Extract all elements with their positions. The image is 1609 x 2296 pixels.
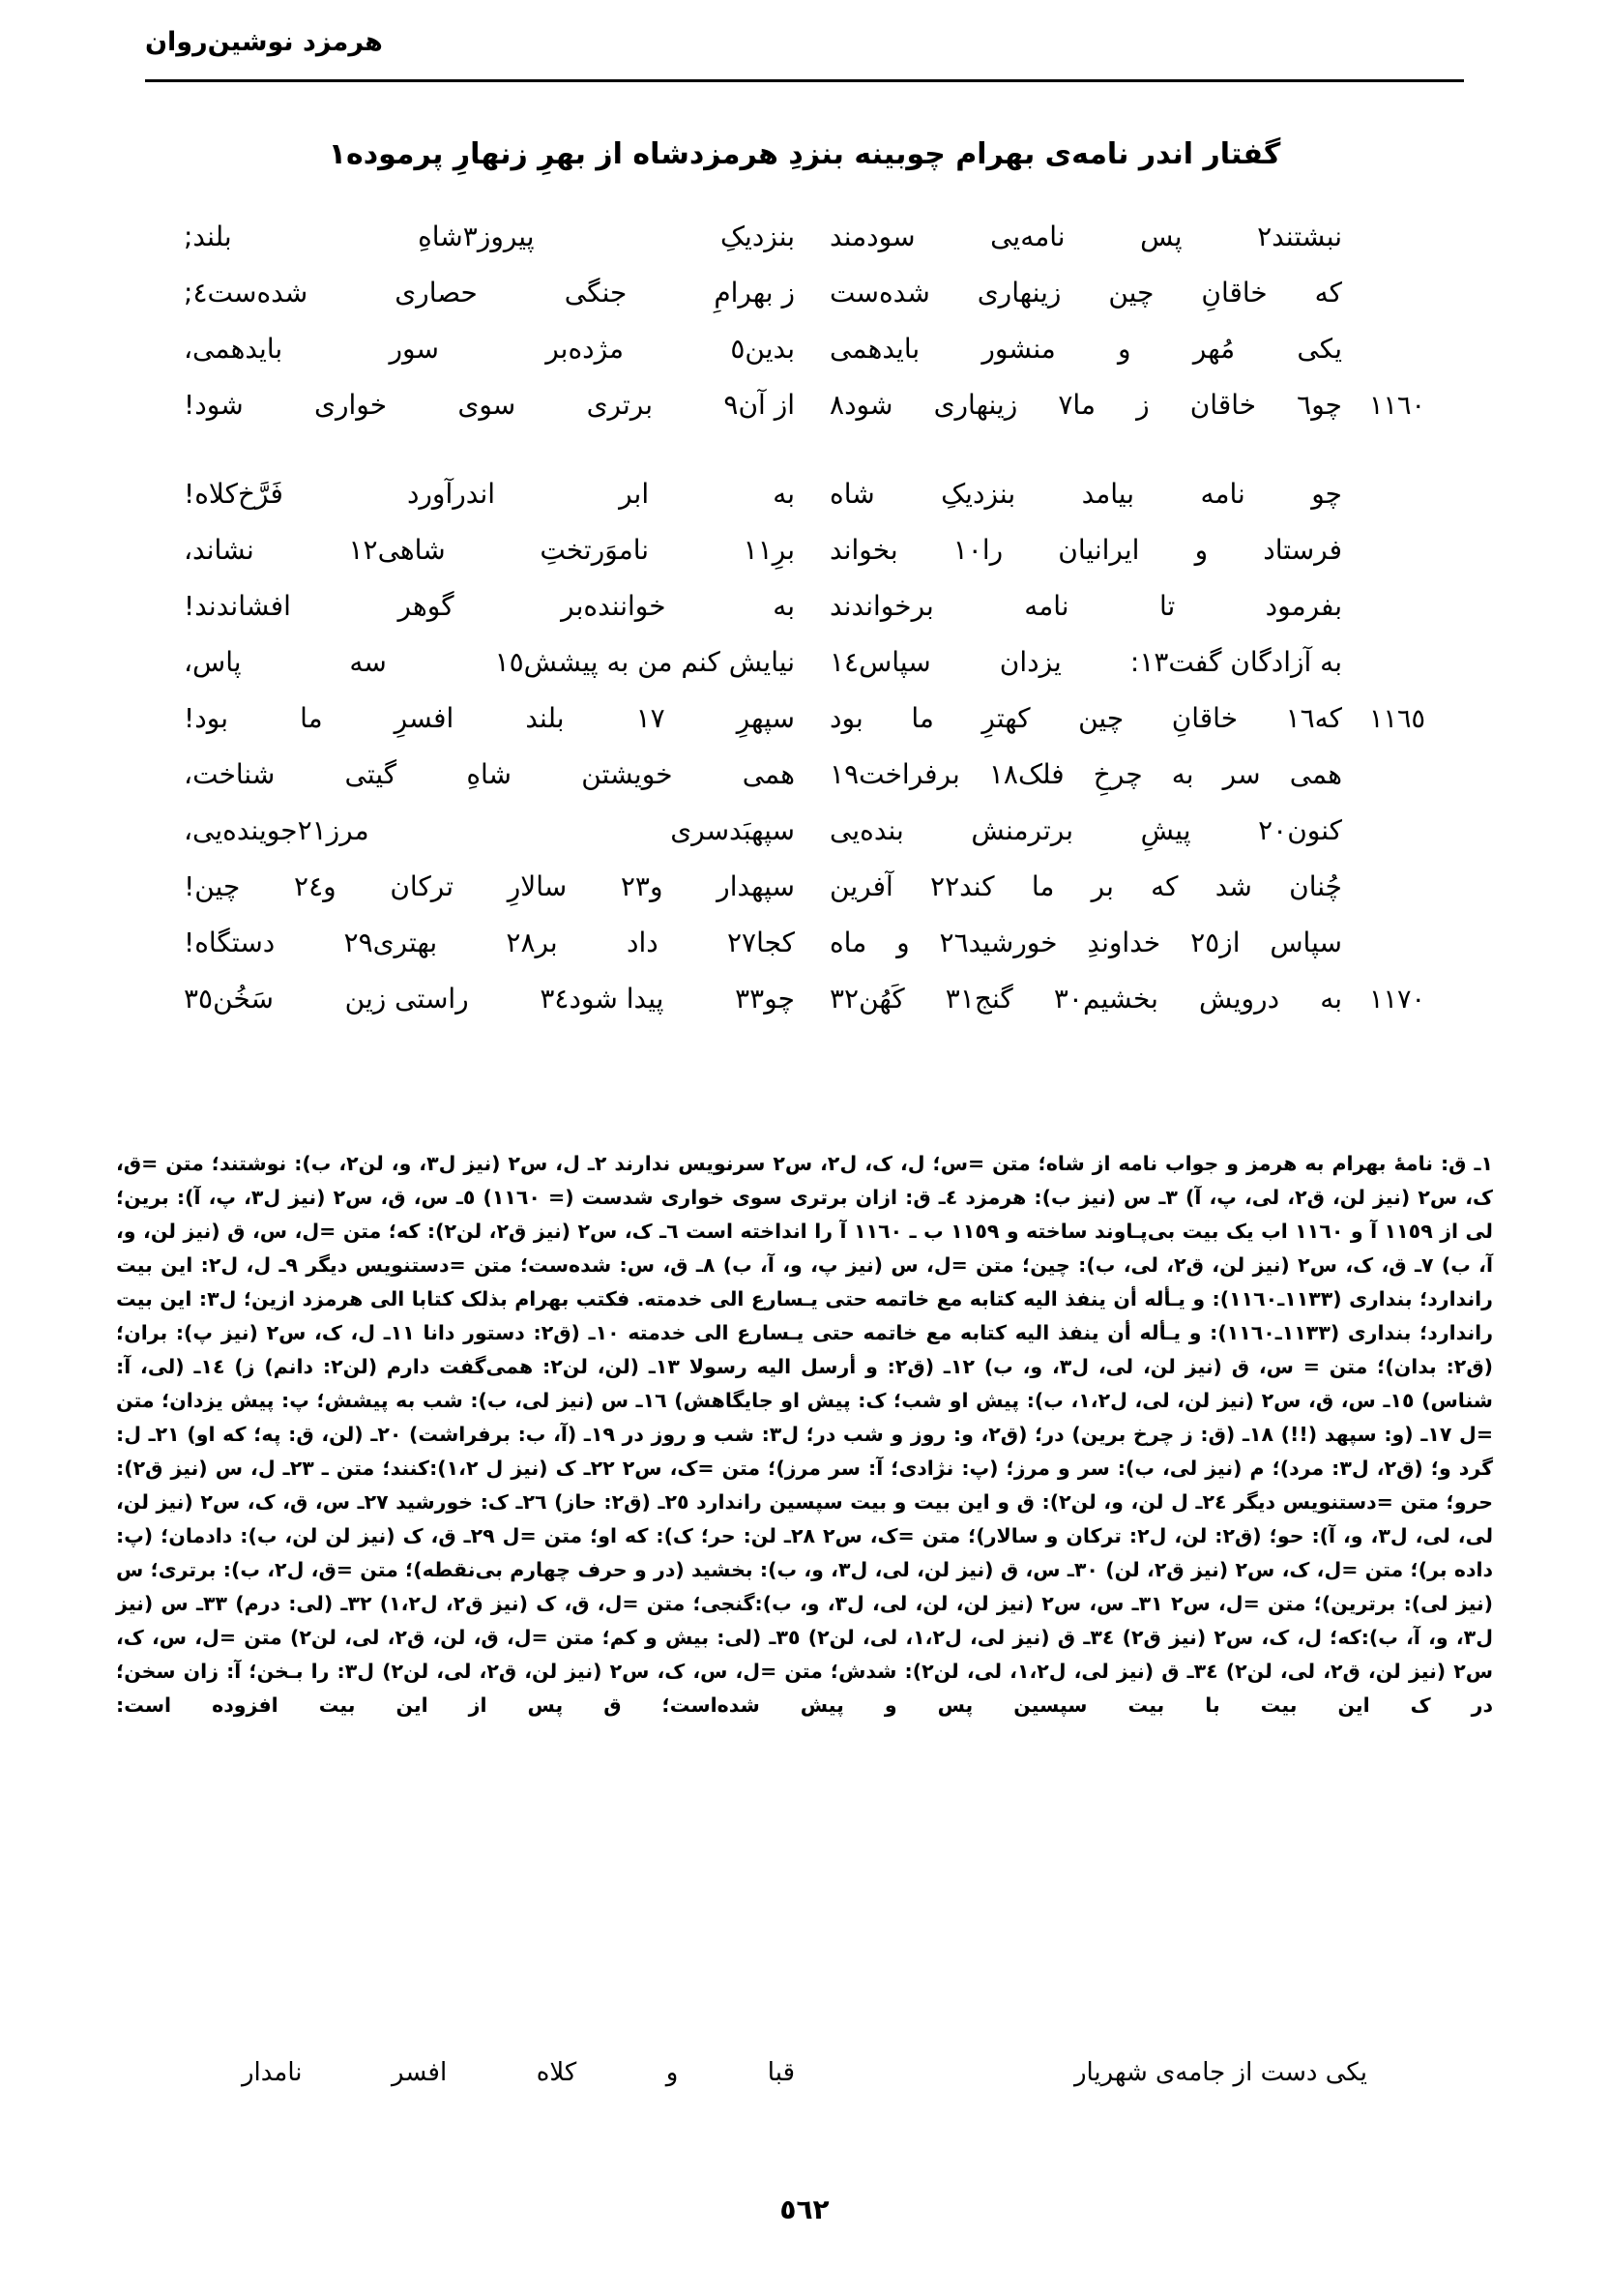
verse-word: خورشید٢٦ (939, 927, 1058, 958)
verse-line (184, 534, 1425, 590)
hemistich-right-words (830, 646, 1342, 678)
verse-word: ناموَرتختِ (540, 534, 650, 566)
verse-word: افسر (392, 2058, 448, 2087)
verse-word: بخواند (830, 534, 898, 566)
verse-word: شاهی١٢ (348, 534, 446, 566)
hemistich-left (184, 927, 804, 958)
verse-word: برفراخت١٩ (830, 758, 960, 790)
verse-line (184, 333, 1425, 389)
verse-word: سَخُن٣٥ (184, 983, 274, 1015)
verse-word: مُهر (1192, 333, 1236, 365)
verse-word: راستی زین (344, 983, 469, 1015)
verse-word: گنج٣١ (945, 983, 1013, 1015)
hemistich-left-words (184, 389, 795, 421)
verse-word: شد (1214, 870, 1252, 902)
verse-word: به (773, 590, 795, 622)
verse-word: زینهاری (933, 389, 1018, 421)
verse-word: پاس، (184, 646, 242, 678)
verse-word: خاقانِ (1171, 702, 1239, 734)
verse-word: افسرِ (394, 702, 454, 734)
verse-word: که (1151, 870, 1179, 902)
hemistich-left-words (184, 590, 795, 622)
verse-line (184, 389, 1425, 445)
verse-word: برتری (586, 389, 654, 421)
verse-word: چو٣٣ (735, 983, 795, 1015)
hemistich-right (804, 983, 1425, 1015)
verse-line (184, 590, 1425, 646)
verse-word: سپهبَدسری (670, 814, 795, 846)
hemistich-right (804, 870, 1425, 902)
verse-word: سه (349, 646, 387, 678)
verse-word: کلاه (536, 2058, 577, 2087)
verse-word: فَرَّخ‌کلاه! (184, 478, 283, 510)
verse-word: گیتی (344, 758, 397, 790)
verse-line (184, 814, 1425, 870)
verse-word: شده‌ست (830, 277, 930, 309)
hemistich-right (804, 277, 1425, 309)
appended-couplet (242, 2058, 1367, 2087)
verse-word: که (1314, 277, 1342, 309)
verse-word: سور (389, 333, 439, 365)
hemistich-left-words (184, 983, 795, 1015)
verse-word: نامه (1200, 478, 1245, 510)
verse-line (184, 221, 1425, 277)
verse-word: ابر (619, 478, 650, 510)
verse-line-number: ١١٧٠ (1368, 985, 1425, 1015)
verse-word: ما (1031, 870, 1055, 902)
verse-word: بایدهمی (830, 333, 921, 365)
hemistich-right (804, 478, 1425, 510)
verse-word: منشور (981, 333, 1056, 365)
verse-word: نشاند، (184, 534, 254, 566)
verse-word: بود (830, 702, 863, 734)
verse-word: فرستاد (1263, 534, 1342, 566)
hemistich-right (804, 758, 1425, 790)
hemistich-right-words (830, 758, 1342, 790)
hemistich-right (804, 590, 1425, 622)
verse-word: خویشتن (581, 758, 673, 790)
hemistich-left (184, 646, 804, 678)
hemistich-left (184, 333, 804, 365)
verse-word: بود! (184, 702, 228, 734)
verse-word: چین (1078, 702, 1125, 734)
footnotes-block (116, 1147, 1493, 1722)
verse-word: بنزدیکِ (941, 478, 1016, 510)
verse-word: یکی (1297, 333, 1342, 365)
verse-word: بلند (525, 702, 565, 734)
verse-word: ما٧ (1058, 389, 1096, 421)
verse-word: ترکان (390, 870, 454, 902)
hemistich-left-words (184, 478, 795, 510)
verse-word: به (773, 478, 795, 510)
hemistich-right (804, 389, 1425, 421)
verse-word: بنزدیکِ (719, 221, 795, 252)
verse-word: کند٢٢ (930, 870, 995, 902)
verse-word: جنگی (564, 277, 628, 309)
verse-line (184, 927, 1425, 983)
hemistich-left-words (184, 646, 795, 678)
hemistich-right-words (830, 221, 1342, 252)
verse-word: کَهُن٣٢ (830, 983, 905, 1015)
footnotes-text: ١ـ ق: نامهٔ بهرام به هرمز و جواب نامه از شاه؛ متن =س؛ ل، ک، ل٢، س٢ سرنویس ندارند ٢ـ ل، س٢ (نیز ل٣، و، لن٢، ب): نوشتند؛ متن =ق، ک، س٢ (نیز لن، ق٢، لی، پ، آ) ٣ـ س (نیز ب): هرمزد ٤ـ ق: ازان برتری سوی خواری شدست (= ١١٦٠) ٥ـ س، ق، س٢ (نیز ل٣، پ، آ): برین؛ لی از ١١٥٩ آ و ١١٦٠ اب یک بیت بی‌پـاوند ساخته و ١١٥٩ ب ـ ١١٦٠ آ را انداخته است ٦ـ ک، س٢ (نیز ق٢، لن٢): که؛ متن =ل، س، ق (نیز لن، و، آ، ب) ٧ـ ق، ک، س٢ (نیز لن، ق٢، لی، ب): چین؛ متن =ل، س (نیز پ، و، آ، ب) ٨ـ ق، س: شده‌ست؛ متن =دستنویس دیگر ٩ـ ل، ل٢: این بیت راندارد؛ بنداری (١١٣٣ـ١١٦٠): و یـأله أن ینفذ الیه کتابه مع خاتمه حتی یـسارع الی خدمته. فکتب بهرام بذلک کتابا الی هرمزد ازین؛ ل٣: این بیت راندارد؛ بنداری (١١٣٣ـ١١٦٠): و یـأله أن ینفذ الیه کتابه مع خاتمه حتی یـسارع الی خدمته ١٠ـ (ق٢: دستور دانا ١١ـ ل، ک، س٢ (نیز پ): بران؛ (ق٢: بدان)؛ متن = س، ق (نیز لن، لی، ل٣، و، ب) ١٢ـ (ق٢: و أرسل الیه رسولا ١٣ـ (لن، لن٢: همی‌گفت دارم (لن٢: دانم) ز) ١٤ـ (لی، آ: شناس) ١٥ـ س، ق، س٢ (نیز لن، لی، ل١،٢، ب): پیش او شب؛ ک: پیش او جایگاهش) ١٦ـ س (نیز لی، ب): شب به پیشش؛ پ: پیش یزدان؛ متن =ل ١٧ـ (و: سپهد (!!) ١٨ـ (ق: ز چرخ برین) در؛ (ق٢، و: روز و شب در؛ ل٣: شب و روز در ١٩ـ (آ، ب: برفراشت) ٢٠ـ (لن، ق: په؛ که او) ٢١ـ ل: گرد و؛ (ق٢، ل٣: مرد)؛ م (نیز لی، ب): سر و مرز؛ (پ: نژادی؛ آ: سر مرز)؛ متن =ک، س٢ ٢٢ـ ک (نیز ل ١،٢):کنند؛ متن ـ ٢٣ـ ل، س (نیز ق٢): حرو؛ متن =دستنویس دیگر ٢٤ـ ل لن، و، لن٢): ق و این بیت و بیت سپسین راندارد ٢٥ـ (ق٢: حاز) ٢٦ـ ک: خورشید ٢٧ـ س، ق، ک، س٢ (نیز لن، لی، لی، ل٣، و، آ): حو؛ (ق٢: لن، ل٢: ترکان و سالار)؛ متن =ک، س٢ ٢٨ـ لن: حر؛ ک): که او؛ متن =ل ٢٩ـ ق، ک (نیز لن لن، ب): دادمان؛ (پ: داده بر)؛ متن =ل، ک، س٢ (نیز ق٢، لن) ٣٠ـ س، ق (نیز لن، لی، ل٣، و، ب): بخشید (در و حرف چهارم بی‌نقطه)؛ متن =ق، ل٢، ب): برتری؛ س (نیز لی): برترین)؛ متن =ل، س٢ ٣١ـ س، س٢ (نیز لن، لن، لی، ل٣، و، ب):گنجی؛ متن =ل، ق، ک (نیز ق٢، ل١،٢) ٣٢ـ (لی: درم) ٣٣ـ س (نیز ل٣، و، آ، ب):که؛ ل، ک، س٢ (نیز ق٢) ٣٤ـ ق (نیز لی، ل١،٢، لی، لن٢) ٣٥ـ (لی: بیش و کم؛ متن =ل، ق، لن، ق٢، لی، لن٢) متن =ل، س، ک، س٢ (نیز لن، ق٢، لی، لن٢) ٣٤ـ ق (نیز لی، ل١،٢، لی، لن٢): شدش؛ متن =ل، س، ک، س٢ (نیز لن، ق٢، لی، لن٢) ل٣: را بـخن؛ آ: زان سخن؛ در ک این بیت با بیت سپسین پس و پیش شده‌است؛ ق پس از این بیت افزوده است: (116, 1152, 1494, 1717)
verse-word: بلند; (184, 221, 232, 252)
verse-word: گوهر (397, 590, 454, 622)
verse-word: پیدا شود٣٤ (540, 983, 664, 1015)
hemistich-right (804, 814, 1425, 846)
verse-word: ماه (830, 927, 867, 958)
verse-area (184, 221, 1425, 1072)
verse-word: و (1194, 534, 1209, 566)
hemistich-left (184, 870, 804, 902)
verse-line (184, 478, 1425, 534)
verse-word: به آزادگان گفت١٣: (1129, 646, 1342, 678)
verse-line (184, 702, 1425, 758)
verse-line (184, 758, 1425, 814)
verse-word: داد (627, 927, 658, 958)
verse-word: برخواندند (830, 590, 934, 622)
verse-word: بهتری٢٩ (343, 927, 438, 958)
hemistich-left-words (184, 927, 795, 958)
hemistich-right-words (830, 534, 1342, 566)
hemistich-left (184, 590, 804, 622)
verse-word: تا (1158, 590, 1176, 622)
running-head-text: هرمزد نوشین‌روان (145, 27, 383, 57)
verse-word: زینهاری (977, 277, 1062, 309)
hemistich-left (184, 534, 804, 566)
appended-right-text: یکی دست از جامه‌ی شهریار (1073, 2058, 1367, 2087)
hemistich-right-words (830, 590, 1342, 622)
verse-word: خواننده‌بر (561, 590, 666, 622)
verse-word: همی (1289, 758, 1342, 790)
hemistich-right-words (830, 389, 1342, 421)
verse-word: شاه (830, 478, 875, 510)
hemistich-right-words (830, 927, 1342, 958)
hemistich-right (804, 927, 1425, 958)
verse-word: بیامد (1081, 478, 1135, 510)
verse-word: سپهرِ (736, 702, 795, 734)
verse-word: ما (300, 702, 323, 734)
verse-word: ز بهرامِ (714, 277, 795, 309)
verse-word: سالارِ (507, 870, 568, 902)
verse-word: برترمنش (971, 814, 1073, 846)
running-head (145, 27, 1464, 57)
hemistich-right-words (830, 277, 1342, 309)
verse-word: بایدهمی، (184, 333, 283, 365)
verse-word: و٢٣ (620, 870, 663, 902)
verse-word: پس (1140, 221, 1183, 252)
verse-word: شود! (184, 389, 244, 421)
verse-word: که١٦ (1285, 702, 1342, 734)
hemistich-left-words (184, 277, 795, 309)
hemistich-left (184, 277, 804, 309)
verse-word: از آن٩ (723, 389, 795, 421)
hemistich-left-words (184, 758, 795, 790)
stanza (184, 221, 1425, 445)
appended-hemistich-right (804, 2058, 1367, 2087)
verse-word: سپهدار (717, 870, 795, 902)
stanza (184, 478, 1425, 1039)
verse-word: کهترِ (981, 702, 1031, 734)
hemistich-right (804, 646, 1425, 678)
verse-word: و٢٤ (294, 870, 336, 902)
verse-word: و (1118, 333, 1131, 365)
verse-word: فلک١٨ (988, 758, 1065, 790)
verse-word: نامدار (242, 2058, 303, 2087)
hemistich-left-words (184, 702, 795, 734)
hemistich-right (804, 333, 1425, 365)
verse-word: چرخِ (1093, 758, 1143, 790)
verse-word: چو٦ (1297, 389, 1342, 421)
verse-word: ١٧ (635, 702, 665, 734)
verse-word: و (896, 927, 910, 958)
verse-word: نامه‌یی (990, 221, 1066, 252)
verse-line (184, 983, 1425, 1039)
hemistich-right-words (830, 702, 1342, 734)
verse-word: بفرمود (1265, 590, 1342, 622)
verse-word: را١٠ (952, 534, 1004, 566)
verse-line (184, 870, 1425, 927)
hemistich-left (184, 702, 804, 734)
hemistich-left-words (184, 333, 795, 365)
hemistich-left-words (184, 534, 795, 566)
verse-word: حصاری (395, 277, 478, 309)
verse-word: خاقانِ (1201, 277, 1268, 309)
hemistich-left-words (184, 221, 795, 252)
verse-word: مژده‌بر (545, 333, 625, 365)
folio-number: ٥٦٢ (779, 2193, 830, 2225)
hemistich-right-words (830, 814, 1342, 846)
verse-line (184, 646, 1425, 702)
verse-word: نبشتند٢ (1257, 221, 1342, 252)
verse-word: از٢٥ (1190, 927, 1241, 958)
hemistich-left (184, 221, 804, 252)
verse-word: آفرین (830, 870, 893, 902)
verse-word: بر (1091, 870, 1114, 902)
verse-word: بدین٥ (730, 333, 795, 365)
verse-word: سپاس (1270, 927, 1342, 958)
verse-word: بر٢٨ (506, 927, 558, 958)
verse-word: به (1320, 983, 1342, 1015)
verse-word: خواری (314, 389, 388, 421)
verse-word: پیشِ (1140, 814, 1191, 846)
verse-word: مرز٢١جوینده‌یی، (184, 814, 369, 846)
hemistich-left (184, 389, 804, 421)
verse-word: سپاس١٤ (830, 646, 931, 678)
hemistich-right-words (830, 983, 1342, 1015)
verse-word: درویش (1199, 983, 1280, 1015)
verse-word: ما (911, 702, 934, 734)
verse-word: چین (1108, 277, 1155, 309)
hemistich-right (804, 702, 1425, 734)
hemistich-right (804, 221, 1425, 252)
verse-line (184, 277, 1425, 333)
verse-word: همی (742, 758, 795, 790)
verse-word: برِ١١ (743, 534, 795, 566)
verse-word: چین! (184, 870, 241, 902)
verse-line-number: ١١٦٥ (1368, 704, 1425, 734)
hemistich-left (184, 758, 804, 790)
hemistich-right (804, 534, 1425, 566)
hemistich-right-words (830, 478, 1342, 510)
hemistich-right-words (830, 870, 1342, 902)
verse-word: چو (1311, 478, 1342, 510)
verse-word: بخشیم٣٠ (1053, 983, 1158, 1015)
verse-word: ایرانیان (1058, 534, 1140, 566)
verse-word: خاقان (1189, 389, 1257, 421)
verse-word: اندرآورد (406, 478, 496, 510)
verse-word: ز (1136, 389, 1150, 421)
appended-hemistich-left (242, 2058, 804, 2087)
verse-word: یزدان (999, 646, 1062, 678)
section-title: گفتار اندر نامه‌ی بهرام چوبینه بنزدِ هرمزدشاه از بهرِ زنهارِ پرموده١ (328, 137, 1281, 171)
hemistich-left-words (184, 814, 795, 846)
hemistich-left (184, 478, 804, 510)
verse-word: شود٨ (830, 389, 893, 421)
verse-line-number: ١١٦٠ (1368, 391, 1425, 421)
hemistich-right-words (830, 333, 1342, 365)
verse-word: و (665, 2058, 679, 2087)
verse-word: دستگاه! (184, 927, 276, 958)
header-rule (145, 79, 1464, 82)
verse-word: سودمند (830, 221, 916, 252)
hemistich-left-words (184, 870, 795, 902)
verse-word: خداوندِ (1087, 927, 1161, 958)
verse-word: سر (1222, 758, 1261, 790)
verse-word: کجا٢٧ (726, 927, 795, 958)
verse-word: شناخت، (184, 758, 276, 790)
verse-word: بنده‌یی (830, 814, 904, 846)
verse-word: کنون٢٠ (1258, 814, 1342, 846)
verse-word: به (1171, 758, 1194, 790)
verse-word: شاهِ (466, 758, 512, 790)
verse-word: پیروز٣شاهِ (418, 221, 535, 252)
hemistich-left (184, 814, 804, 846)
verse-word: چُنان (1289, 870, 1342, 902)
verse-word: شده‌ست٤; (184, 277, 308, 309)
verse-word: افشاندند! (184, 590, 291, 622)
verse-word: نامه (1024, 590, 1069, 622)
hemistich-left (184, 983, 804, 1015)
verse-word: قبا (767, 2058, 795, 2087)
verse-word: سوی (457, 389, 516, 421)
verse-word: نیایش کنم من به پیشش١٥ (494, 646, 795, 678)
